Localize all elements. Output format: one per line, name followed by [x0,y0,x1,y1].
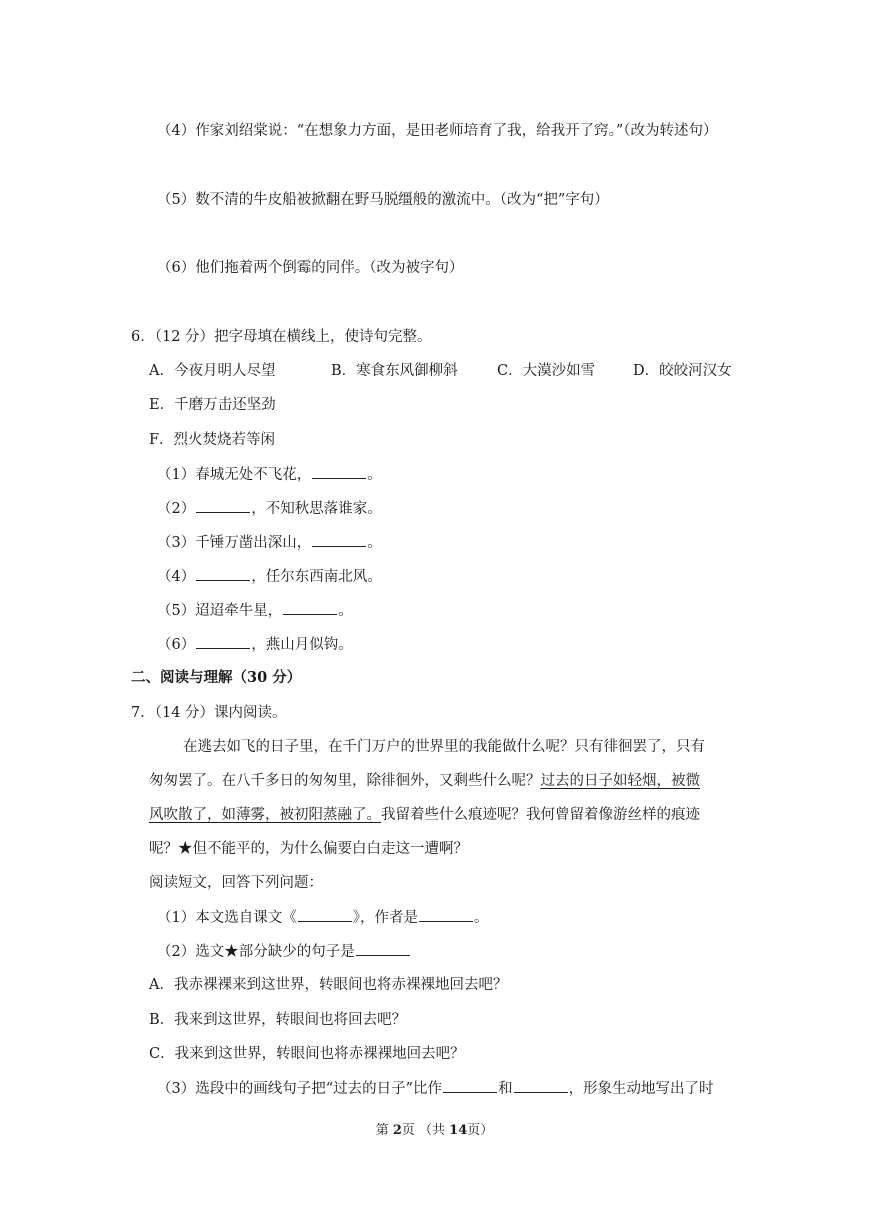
q7-choice-b: B．我来到这世界，转眼间也将回去吧？ [149,1012,407,1028]
passage-line-2: 匆匆罢了。在八千多日的匆匆里，除徘徊外，又剩些什么呢？过去的日子如轻烟，被微 [149,773,700,789]
page-number: 2 [392,1123,402,1138]
answer-blank[interactable] [312,464,366,479]
page-footer: 第 2页 （共 14页） [375,1123,494,1138]
q6-item-6: （6） ，燕山月似钩。 [157,634,353,655]
q6-option-d: D．皎皎河汉女 [633,363,732,379]
q6-option-e: E．千磨万击还坚劲 [149,397,276,413]
underlined-sentence: 过去的日子如轻烟，被微 [540,773,700,789]
q6-option-f: F．烈火焚烧若等闲 [149,432,276,448]
underlined-sentence: 风吹散了，如薄雾，被初阳蒸融了。 [149,807,381,823]
q7-choice-a: A．我赤裸裸来到这世界，转眼间也将赤裸裸地回去吧？ [149,977,508,993]
passage-line-1: 在逃去如飞的日子里，在千门万户的世界里的我能做什么呢？只有徘徊罢了，只有 [183,739,705,755]
answer-blank[interactable] [312,532,366,547]
answer-blank[interactable] [196,634,250,649]
q7-choice-c: C．我来到这世界，转眼间也将赤裸裸地回去吧？ [149,1046,465,1062]
q5-item-6: （6）他们拖着两个倒霉的同伴。（改为被字句） [157,260,464,276]
q7-sub-2: （2）选文★部分缺少的句子是 [157,941,411,962]
q5-item-5: （5）数不清的牛皮船被掀翻在野马脱缰般的激流中。（改为“把”字句） [157,192,609,208]
answer-blank[interactable] [196,498,250,513]
total-pages: 14 [449,1123,468,1138]
answer-blank[interactable] [196,566,250,581]
answer-blank[interactable] [356,941,410,956]
answer-blank[interactable] [283,600,337,615]
q6-title: 6．（12 分）把字母填在横线上，使诗句完整。 [131,329,432,345]
answer-blank[interactable] [443,1078,497,1093]
q5-item-4: （4）作家刘绍棠说：“在想象力方面，是田老师培育了我，给我开了窍。”（改为转述句） [157,123,718,139]
answer-blank[interactable] [419,907,473,922]
q7-sub-1: （1）本文选自课文《 》，作者是 。 [157,907,488,928]
q6-option-b: B．寒食东风御柳斜 [331,363,458,379]
q6-item-2: （2） ，不知秋思落谁家。 [157,498,382,519]
q7-title: 7．（14 分）课内阅读。 [131,705,287,721]
q6-option-a: A．今夜月明人尽望 [149,363,276,379]
q6-item-5: （5）迢迢牵牛星， 。 [157,600,353,621]
q7-sub-3: （3）选段中的画线句子把“过去的日子”比作 和 ，形象生动地写出了时 [157,1078,714,1099]
q6-option-c: C．大漠沙如雪 [497,363,596,379]
section-2-heading: 二、阅读与理解（30 分） [131,669,302,686]
passage-line-3: 风吹散了，如薄雾，被初阳蒸融了。我留着些什么痕迹呢？我何曾留着像游丝样的痕迹 [149,807,700,823]
q6-item-3: （3）千锤万凿出深山， 。 [157,532,382,553]
answer-blank[interactable] [298,907,352,922]
answer-blank[interactable] [514,1078,568,1093]
q6-option-row [149,361,732,381]
q6-item-4: （4） ，任尔东西南北风。 [157,566,382,587]
q7-instruction: 阅读短文，回答下列问题： [149,875,323,891]
passage-line-4: 呢？★但不能平的，为什么偏要白白走这一遭啊？ [149,841,468,857]
q6-item-1: （1）春城无处不飞花， 。 [157,464,382,485]
